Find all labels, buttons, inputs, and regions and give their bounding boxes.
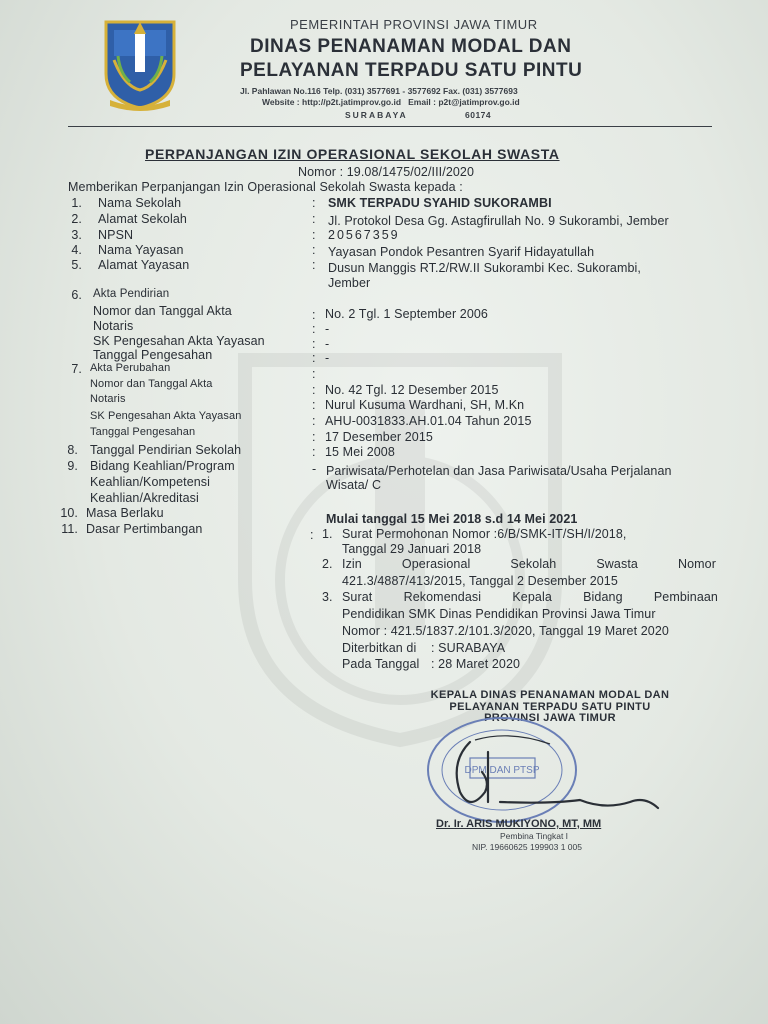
field-colon: : (312, 243, 316, 257)
field-number: 6. (71, 288, 82, 302)
akta-perubahan-sk-value: AHU-0031833.AH.01.04 Tahun 2015 (325, 414, 532, 428)
issued-date-value: : 28 Maret 2020 (431, 657, 521, 671)
office-name-line2: PELAYANAN TERPADU SATU PINTU (240, 60, 583, 81)
field-label: Nomor dan Tanggal Akta (93, 304, 232, 318)
basis-item-number: 3. (322, 590, 333, 604)
issued-place-value: : SURABAYA (431, 641, 506, 655)
signatory-title-line1: KEPALA DINAS PENANAMAN MODAL DAN (430, 689, 670, 701)
program-value-cont: Wisata/ C (326, 478, 382, 492)
basis-item-text: Tanggal 29 Januari 2018 (342, 542, 482, 556)
field-label: Nomor dan Tanggal Akta (90, 378, 213, 390)
field-label: Bidang Keahlian/Program (90, 459, 235, 473)
foundation-name-value: Yayasan Pondok Pesantren Syarif Hidayatullah (328, 245, 595, 259)
signature-icon (430, 722, 670, 822)
field-label: NPSN (98, 228, 134, 242)
field-number: 1. (71, 196, 82, 210)
email-label: Email : (408, 97, 436, 107)
signatory-title-line3: PROVINSI JAWA TIMUR (484, 712, 616, 724)
field-colon: : (312, 258, 316, 272)
document-number: Nomor : 19.08/1475/02/III/2020 (298, 165, 475, 179)
field-colon: : (312, 383, 316, 397)
basis-item-text: Nomor : 421.5/1837.2/101.3/2020, Tanggal 19 Maret 2020 (342, 624, 669, 638)
website-link[interactable]: http://p2t.jatimprov.go.id (302, 97, 402, 107)
field-label: Akta Pendirian (93, 288, 170, 300)
field-colon: : (312, 414, 316, 428)
field-number: 4. (71, 243, 82, 257)
npsn-value: 20567359 (328, 228, 400, 242)
program-value: Pariwisata/Perhotelan dan Jasa Pariwisata/Usaha Perjalanan (326, 464, 672, 478)
east-java-emblem-icon (100, 16, 180, 112)
field-label: Masa Berlaku (86, 506, 164, 520)
basis-item-text: Surat Rekomendasi Kepala Bidang Pembinaan (342, 590, 718, 604)
signatory-name: Dr. Ir. ARIS MUKIYONO, MT, MM (436, 818, 602, 830)
field-number: 11. (61, 522, 78, 536)
field-colon: : (310, 528, 314, 542)
office-postcode: 60174 (465, 110, 492, 120)
field-label: SK Pengesahan Akta Yayasan (93, 334, 265, 348)
field-colon: : (312, 430, 316, 444)
office-address: Jl. Pahlawan No.116 Telp. (031) 3577691 - 3577692 Fax. (031) 3577693 (240, 86, 518, 96)
field-colon: : (312, 367, 316, 381)
field-label: Dasar Pertimbangan (86, 522, 203, 536)
field-label: Alamat Yayasan (98, 258, 190, 272)
office-city: SURABAYA (345, 110, 408, 120)
basis-item-number: 2. (322, 557, 333, 571)
akta-perubahan-tgl-value: 17 Desember 2015 (325, 430, 433, 444)
field-number: 7. (71, 362, 82, 376)
field-label: Notaris (93, 319, 134, 333)
field-colon: : (312, 322, 316, 336)
field-colon: : (312, 212, 316, 226)
office-name-line1: DINAS PENANAMAN MODAL DAN (250, 36, 572, 57)
field-label: Tanggal Pengesahan (90, 426, 196, 438)
akta-pendirian-tgl-value: - (325, 351, 330, 365)
letterhead-rule (68, 126, 712, 127)
foundation-address-value-cont: Jember (328, 276, 371, 290)
field-number: 3. (71, 228, 82, 242)
field-label: Akta Perubahan (90, 362, 171, 374)
field-colon: : (312, 351, 316, 365)
website-label: Website : (262, 97, 300, 107)
akta-pendirian-sk-value: - (325, 337, 330, 351)
gov-name: PEMERINTAH PROVINSI JAWA TIMUR (290, 17, 538, 32)
akta-perubahan-nomor-value: No. 42 Tgl. 12 Desember 2015 (325, 383, 499, 397)
signatory-title-line2: PELAYANAN TERPADU SATU PINTU (449, 701, 651, 713)
field-label: Alamat Sekolah (98, 212, 187, 226)
issued-date-label: Pada Tanggal (342, 657, 420, 671)
school-name-value: SMK TERPADU SYAHID SUKORAMBI (328, 196, 552, 210)
document-intro: Memberikan Perpanjangan Izin Operasional Sekolah Swasta kepada : (68, 180, 463, 194)
signatory-rank: Pembina Tingkat I (500, 831, 569, 841)
field-label: Notaris (90, 393, 126, 405)
akta-pendirian-nomor-value: No. 2 Tgl. 1 September 2006 (325, 307, 488, 321)
basis-item-number: 1. (322, 527, 333, 541)
field-number: 5. (71, 258, 82, 272)
field-number: 10. (60, 506, 78, 520)
field-number: 9. (67, 459, 78, 473)
stamp-label: DPM DAN PTSP (464, 765, 540, 776)
field-label: Nama Sekolah (98, 196, 182, 210)
office-contact (262, 97, 520, 107)
signatory-nip: NIP. 19660625 199903 1 005 (472, 842, 582, 852)
foundation-address-value: Dusun Manggis RT.2/RW.II Sukorambi Kec. Sukorambi, (328, 261, 642, 275)
basis-item-text: Pendidikan SMK Dinas Pendidikan Provinsi Jawa Timur (342, 607, 656, 621)
field-colon: : (312, 308, 316, 322)
field-label: SK Pengesahan Akta Yayasan (90, 410, 242, 422)
akta-perubahan-notaris-value: Nurul Kusuma Wardhani, SH, M.Kn (325, 398, 525, 412)
validity-value: Mulai tanggal 15 Mei 2018 s.d 14 Mei 2021 (326, 512, 578, 526)
field-colon: : (312, 398, 316, 412)
basis-item-text: 421.3/4887/413/2015, Tanggal 2 Desember 2015 (342, 574, 618, 588)
email-link[interactable]: p2t@jatimprov.go.id (438, 97, 520, 107)
field-label: Tanggal Pendirian Sekolah (90, 443, 242, 457)
document-title: PERPANJANGAN IZIN OPERASIONAL SEKOLAH SWASTA (145, 146, 560, 162)
field-colon: - (312, 462, 317, 476)
field-colon: : (312, 196, 316, 210)
field-label: Nama Yayasan (98, 243, 184, 257)
field-label: Keahlian/Kompetensi (90, 475, 211, 489)
school-address-value: Jl. Protokol Desa Gg. Astagfirullah No. 9 Sukorambi, Jember (328, 214, 669, 228)
founding-date-value: 15 Mei 2008 (325, 445, 395, 459)
issued-place-label: Diterbitkan di (342, 641, 417, 655)
field-number: 2. (71, 212, 82, 226)
basis-item-text: Surat Permohonan Nomor :6/B/SMK-IT/SH/I/2018, (342, 527, 627, 541)
field-colon: : (312, 445, 316, 459)
field-colon: : (312, 337, 316, 351)
field-label: Tanggal Pengesahan (93, 348, 213, 362)
akta-pendirian-notaris-value: - (325, 322, 330, 336)
field-number: 8. (67, 443, 78, 457)
basis-item-text: Izin Operasional Sekolah Swasta Nomor (342, 557, 716, 571)
field-colon: : (312, 228, 316, 242)
field-label: Keahlian/Akreditasi (90, 491, 199, 505)
